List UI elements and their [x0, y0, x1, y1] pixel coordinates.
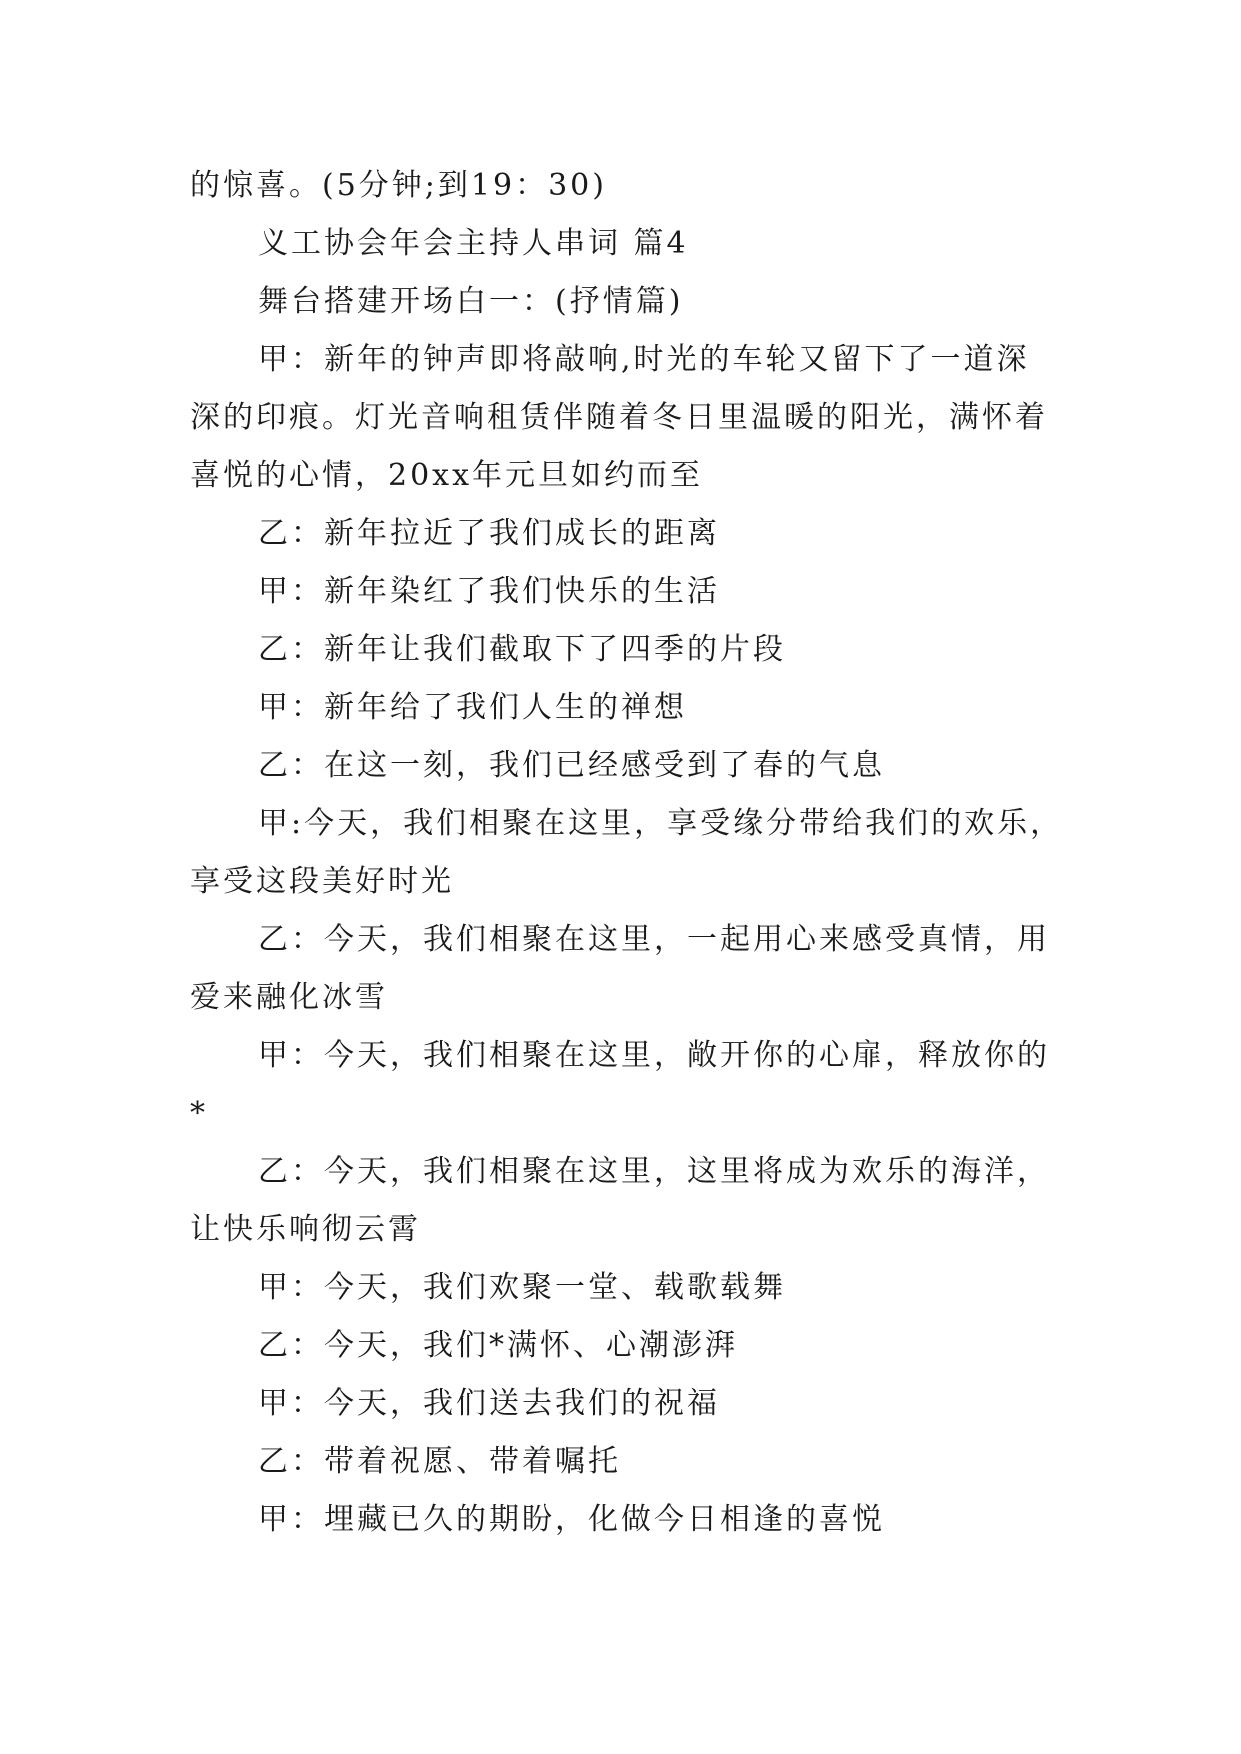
text-line: 喜悦的心情，20xx年元旦如约而至	[190, 458, 704, 493]
text-line: 甲：新年的钟声即将敲响,时光的车轮又留下了一道深	[258, 342, 1030, 377]
section-heading: 义工协会年会主持人串词 篇4	[258, 226, 689, 261]
text-line: 甲:今天，我们相聚在这里，享受缘分带给我们的欢乐，	[258, 806, 1064, 841]
text-line: 甲：今天，我们送去我们的祝福	[258, 1386, 720, 1421]
text-line: 乙：在这一刻，我们已经感受到了春的气息	[258, 748, 885, 783]
text-line: 爱来融化冰雪	[190, 980, 388, 1015]
text-line: 让快乐响彻云霄	[190, 1212, 421, 1247]
text-line: 甲：今天，我们欢聚一堂、载歌载舞	[258, 1270, 786, 1305]
text-line: 深的印痕。灯光音响租赁伴随着冬日里温暖的阳光，满怀着	[190, 400, 1048, 435]
text-line: 乙：今天，我们相聚在这里，这里将成为欢乐的海洋，	[258, 1154, 1050, 1189]
text-line: 甲：今天，我们相聚在这里，敞开你的心扉，释放你的	[258, 1038, 1050, 1073]
text-line: 乙：带着祝愿、带着嘱托	[258, 1444, 621, 1479]
text-line: 甲：埋藏已久的期盼，化做今日相逢的喜悦	[258, 1502, 885, 1537]
text-line: *	[190, 1096, 208, 1131]
text-line: 的惊喜。(5分钟;到19：30)	[190, 168, 607, 203]
text-line: 乙：今天，我们相聚在这里，一起用心来感受真情，用	[258, 922, 1050, 957]
text-line: 乙：今天，我们*满怀、心潮澎湃	[258, 1328, 738, 1363]
text-line: 乙：新年拉近了我们成长的距离	[258, 516, 720, 551]
subsection-heading: 舞台搭建开场白一：(抒情篇)	[258, 284, 684, 319]
document-body	[190, 157, 1070, 1549]
text-line: 享受这段美好时光	[190, 864, 454, 899]
text-line: 乙：新年让我们截取下了四季的片段	[258, 632, 786, 667]
text-line: 甲：新年给了我们人生的禅想	[258, 690, 687, 725]
text-line: 甲：新年染红了我们快乐的生活	[258, 574, 720, 609]
